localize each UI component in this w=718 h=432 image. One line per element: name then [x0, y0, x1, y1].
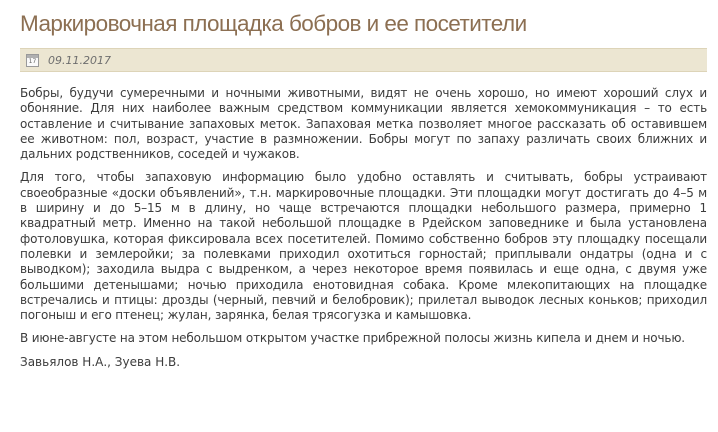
calendar-icon-day: 17	[28, 57, 37, 65]
calendar-icon	[26, 54, 39, 67]
publish-date: 09.11.2017	[48, 53, 111, 67]
article-title: Маркировочная площадка бобров и ее посетители	[20, 11, 527, 36]
article	[20, 0, 707, 370]
paragraph: Бобры, будучи сумеречными и ночными животными, видят не очень хорошо, но имеют хороший слух и обоняние. Для них наиболее важным средством коммуникации является хемокоммуникация – то есть оставление и считывание запаховых меток. Запаховая метка позволяет многое рассказать об оставившем ее животном: пол, возраст, участие в размножении. Бобры могут по запаху различать своих ближних и дальних родственников, соседей и чужаков.	[20, 86, 707, 162]
paragraph: В июне-августе на этом небольшом открытом участке прибрежной полосы жизнь кипела и днем и ночью.	[20, 331, 685, 346]
paragraph: Для того, чтобы запаховую информацию было удобно оставлять и считывать, бобры устраивают своеобразные «доски объявлений», т.н. маркировочные площадки. Эти площадки могут достигать до 4–5 м в ширину и до 5–15 м в длину, но чаще встречаются площадки небольшого размера, примерно 1 квадратный метр. Именно на такой небольшой площадке в Рдейском заповеднике и была установлена фотоловушка, которая фиксировала всех посетителей. Помимо собственно бобров эту площадку посещали полевки и землеройки; за полевками приходил охотиться горностай; приплывали ондатры (одна и с выводком); заходила выдра с выдренком, а через некоторое время появилась и еще одна, с двумя уже большими детенышами; ночью приходила енотовидная собака. Кроме млекопитающих на площадке встречались и птицы: дрозды (черный, певчий и белобровик); прилетал выводок лесных коньков; приходил погоныш и его птенец; жулан, зарянка, белая трясогузка и камышовка.	[20, 170, 707, 323]
article-authors: Завьялов Н.А., Зуева Н.В.	[20, 354, 181, 369]
date-bar	[20, 48, 707, 72]
article-body	[20, 86, 707, 347]
